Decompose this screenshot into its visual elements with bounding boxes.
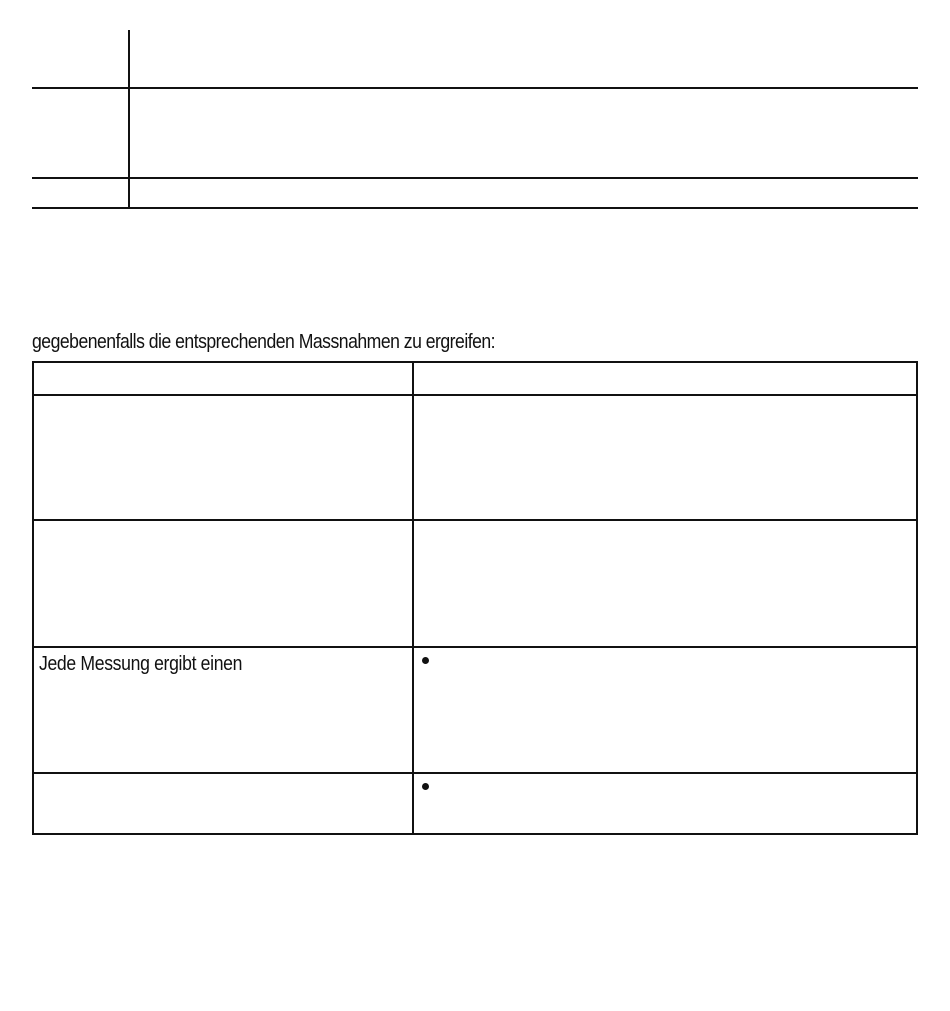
- table-bottom-border: [32, 207, 918, 209]
- table-column-divider: [128, 30, 130, 208]
- table-row-divider: [34, 519, 916, 521]
- troubleshooting-table: [32, 361, 918, 835]
- table-row-divider: [34, 394, 916, 396]
- table-row-divider: [32, 177, 918, 179]
- table-row-divider: [34, 772, 916, 774]
- table-row-divider: [32, 87, 918, 89]
- table-row-divider: [34, 646, 916, 648]
- table-cell-problem: Jede Messung ergibt einen: [39, 652, 243, 675]
- bullet-icon: [422, 783, 429, 790]
- table-column-divider: [412, 363, 414, 833]
- bullet-icon: [422, 657, 429, 664]
- intro-text: gegebenenfalls die entsprechenden Massnahmen zu ergreifen:: [32, 330, 496, 353]
- top-table: [32, 30, 918, 210]
